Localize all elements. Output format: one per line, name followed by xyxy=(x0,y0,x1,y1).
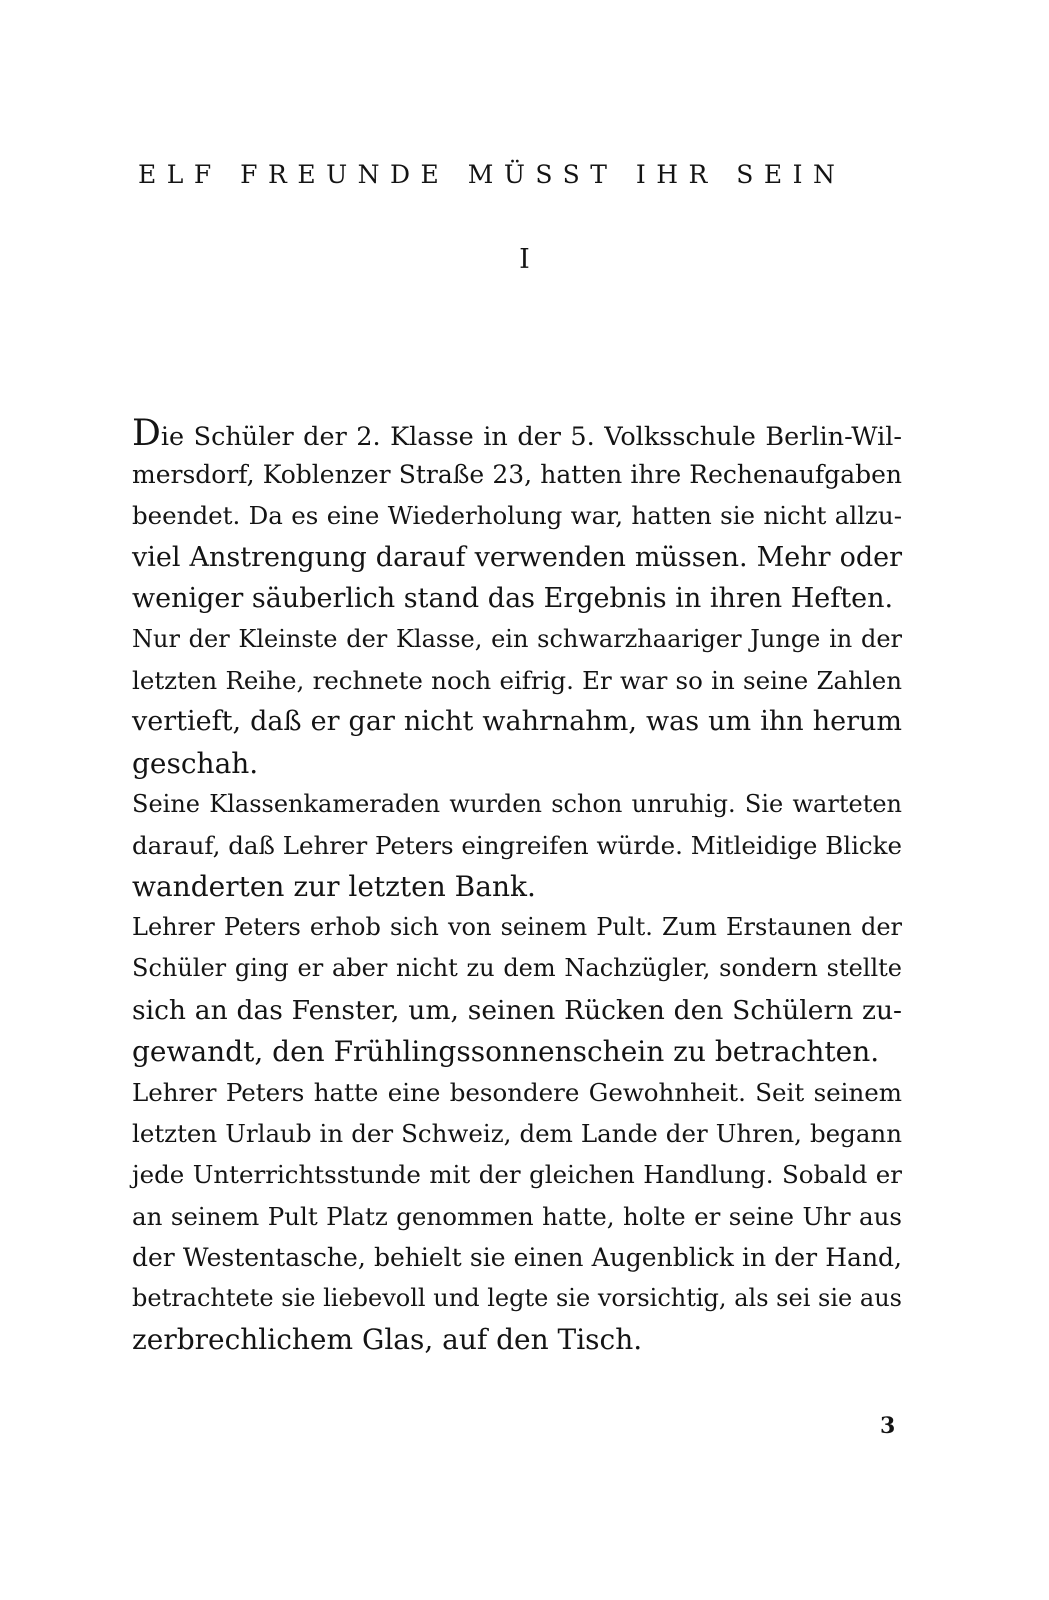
text-line: zerbrechlichem Glas, auf den Tisch. xyxy=(132,1323,643,1357)
text-line: betrachtete sie liebevoll und legte sie vorsichtig, als sei sie aus xyxy=(132,1283,902,1312)
drop-cap: D xyxy=(132,413,161,454)
text-line: viel Anstrengung darauf verwenden müssen. Mehr oder xyxy=(132,541,902,573)
chapter-body-text xyxy=(132,413,902,1360)
text-line: Die Schüler der 2. Klasse in der 5. Volksschule Berlin-Wil- xyxy=(132,413,902,454)
text-line: Seine Klassenkameraden wurden schon unruhig. Sie warteten xyxy=(132,789,902,818)
page-number: 3 xyxy=(880,1413,896,1439)
text-line: wanderten zur letzten Bank. xyxy=(132,870,536,904)
text-line: darauf, daß Lehrer Peters eingreifen würde. Mitleidige Blicke xyxy=(132,830,902,860)
text-line: der Westentasche, behielt sie einen Augenblick in der Hand, xyxy=(132,1242,902,1272)
text-line: sich an das Fenster, um, seinen Rücken den Schülern zu- xyxy=(132,994,902,1026)
text-line: gewandt, den Frühlingssonnenschein zu betrachten. xyxy=(132,1034,880,1068)
chapter-number: I xyxy=(519,244,530,275)
text-line: Lehrer Peters erhob sich von seinem Pult. Zum Erstaunen der xyxy=(132,913,902,942)
text-line: weniger säuberlich stand das Ergebnis in ihren Heften. xyxy=(132,582,894,614)
text-line: letzten Reihe, rechnete noch eifrig. Er war so in seine Zahlen xyxy=(132,666,902,696)
text-line: Nur der Kleinste der Klasse, ein schwarzhaariger Junge in der xyxy=(132,624,902,653)
text-line: beendet. Da es eine Wiederholung war, hatten sie nicht allzu- xyxy=(132,501,902,531)
text-line: Schüler ging er aber nicht zu dem Nachzügler, sondern stellte xyxy=(132,954,902,983)
text-line: geschah. xyxy=(132,746,259,780)
text-line: jede Unterrichtsstunde mit der gleichen Handlung. Sobald er xyxy=(132,1160,902,1190)
text-line: Lehrer Peters hatte eine besondere Gewohnheit. Seit seinem xyxy=(132,1078,902,1107)
text-line: letzten Urlaub in der Schweiz, dem Lande der Uhren, begann xyxy=(132,1119,902,1149)
text-line: mersdorf, Koblenzer Straße 23, hatten ihre Rechenaufgaben xyxy=(132,460,902,490)
running-title: ELF FREUNDE MÜSST IHR SEIN xyxy=(138,160,846,189)
text-line: vertieft, daß er gar nicht wahrnahm, was um ihn herum xyxy=(132,706,902,738)
text-line: an seinem Pult Platz genommen hatte, holte er seine Uhr aus xyxy=(132,1201,902,1231)
